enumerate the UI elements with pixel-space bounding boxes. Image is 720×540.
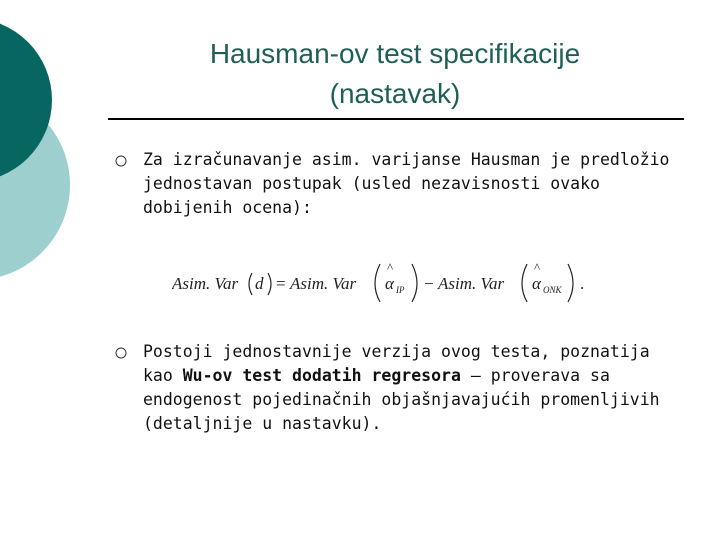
- circle-bullet-icon: [114, 154, 128, 168]
- bullet-1-text: Za izračunavanje asim. varijanse Hausman je predložio jednostavan postupak (usled nezavisnosti ovako dobijenih ocena):: [143, 150, 670, 217]
- formula-term1-sub: IP: [396, 285, 405, 295]
- title-divider: [108, 118, 684, 120]
- formula-equals: =: [276, 274, 286, 293]
- formula-term2-sub: ONK: [543, 285, 562, 295]
- formula-end: .: [580, 274, 585, 293]
- formula-term2-symbol: α: [532, 274, 541, 293]
- formula-term1-hat: ^: [387, 260, 394, 275]
- formula-lhs-label: Asim. Var: [172, 274, 239, 293]
- bullet-2-bold-term: Wu-ov test dodatih regresora: [182, 366, 461, 385]
- bullet-2-text-start: Postoji jednostavnije verzija ovog testa, poznatija kao: [143, 342, 650, 385]
- bullet-2-text: [143, 340, 683, 436]
- bullet-2-text-end: – proverava sa endogenost pojedinačnih objašnjavajućih promenljivih (detaljnije u nastavku).: [143, 366, 660, 433]
- formula-term1-symbol: α: [385, 274, 394, 293]
- slide-title: [150, 34, 640, 114]
- formula-term2-label: Asim. Var: [438, 274, 505, 293]
- formula-lhs-arg: d: [255, 274, 264, 293]
- formula-minus: −: [424, 274, 434, 293]
- title-line-2: (nastavak): [329, 78, 461, 109]
- hausman-variance-formula: [172, 258, 592, 304]
- circle-bullet-icon: [114, 346, 128, 360]
- decorative-teal-circles: [0, 0, 120, 300]
- formula-term1-label: Asim. Var: [290, 274, 357, 293]
- title-line-1: Hausman-ov test specifikacije: [209, 38, 581, 69]
- formula-term2-hat: ^: [534, 260, 541, 275]
